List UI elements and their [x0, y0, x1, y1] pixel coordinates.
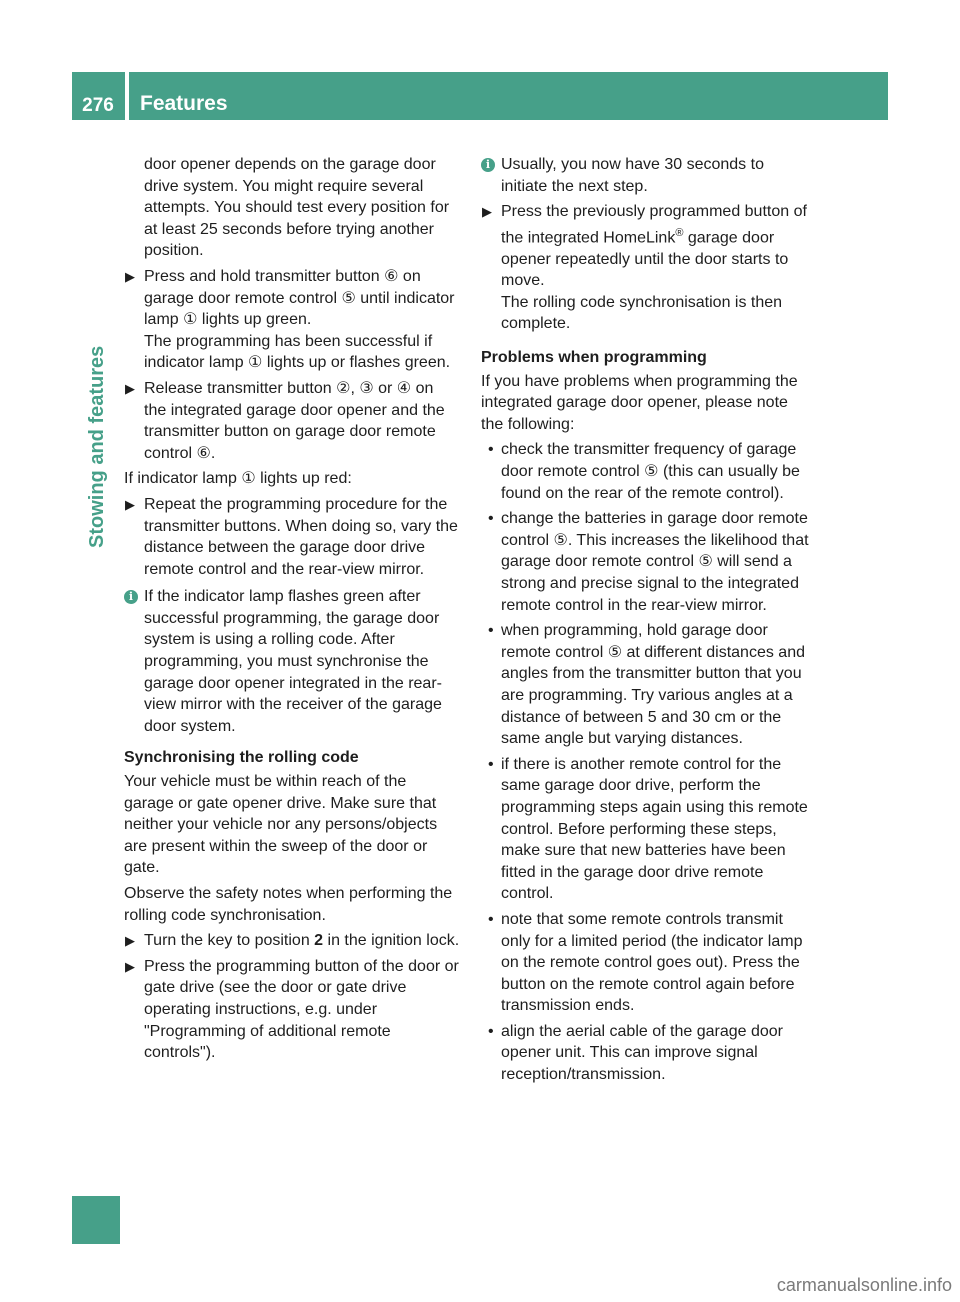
paragraph: door opener depends on the garage door drive system. You might require several attempts. You should test every position for at least 25 seconds before trying another position. — [144, 156, 450, 260]
section-title: Features — [140, 92, 228, 115]
step-item — [124, 956, 460, 1064]
paragraph: If indicator lamp ① lights up red: — [124, 470, 352, 488]
step-item — [124, 266, 460, 374]
arrow-icon: ▶ — [482, 204, 492, 220]
section-heading: Synchronising the rolling code — [124, 749, 359, 767]
info-note — [124, 586, 460, 737]
list-item: • if there is another remote control for the same garage door drive, perform the programming steps again using this remote control. Before performing these steps, make sure that new batteries have been fitted in the garage door drive remote control. — [488, 755, 808, 903]
step-note: The rolling code synchronisation is then complete. — [501, 293, 783, 333]
paragraph: If you have problems when programming the integrated garage door opener, please note the following: — [481, 372, 798, 433]
paragraph: Observe the safety notes when performing the rolling code synchronisation. — [124, 885, 453, 924]
step-text: Press and hold transmitter button ⑥ on garage door remote control ⑤ until indicator lamp ① lights up green. — [144, 267, 455, 329]
step-item — [124, 378, 460, 464]
step-item — [481, 201, 814, 335]
bullet-list — [481, 439, 814, 1085]
arrow-icon: ▶ — [125, 496, 135, 512]
step-text: Repeat the programming procedure for the transmitter buttons. When doing so, vary the distance between the garage door drive remote control and the rear-view mirror. — [144, 495, 458, 578]
side-block — [72, 1196, 120, 1244]
side-tab — [72, 130, 120, 244]
info-icon: i — [481, 158, 495, 172]
list-item: • when programming, hold garage door remote control ⑤ at different distances and angles from the transmitter button that you are programming. Try various angles at a distance of between 5 and 30 cm or the same angle but varying distances. — [488, 622, 805, 748]
step-item — [124, 494, 460, 580]
arrow-icon: ▶ — [125, 958, 135, 974]
paragraph: Your vehicle must be within reach of the garage or gate opener drive. Make sure that neither your vehicle nor any persons/objects are present within the sweep of the door or gate. — [124, 773, 438, 877]
header-divider — [125, 72, 129, 120]
info-note — [481, 154, 814, 197]
arrow-icon: ▶ — [125, 933, 135, 949]
arrow-icon: ▶ — [125, 380, 135, 396]
step-item — [124, 930, 460, 952]
step-text: Release transmitter button ②, ③ or ④ on the integrated garage door opener and the transmitter button on garage door remote control ⑥. — [144, 379, 445, 462]
right-column — [481, 154, 814, 1090]
info-text: Usually, you now have 30 seconds to initiate the next step. — [501, 156, 764, 195]
watermark: carmanualsonline.info — [776, 1275, 952, 1295]
left-column — [124, 154, 460, 1068]
side-tab-label: Stowing and features — [86, 345, 108, 548]
step-text: Press the previously programmed button of the integrated HomeLink® garage door opener repeatedly until the door starts to move. — [501, 203, 807, 290]
list-item: • check the transmitter frequency of garage door remote control ⑤ (this can usually be found on the rear of the remote control). — [488, 441, 800, 502]
list-item: • change the batteries in garage door remote control ⑤. This increases the likelihood that garage door remote control ⑤ will send a strong and precise signal to the integrated remote control in the rear-view mirror. — [488, 510, 809, 614]
list-item: • note that some remote controls transmit only for a limited period (the indicator lamp on the remote control goes out). Press the button on the remote control again before transmission ends. — [488, 910, 803, 1015]
arrow-icon: ▶ — [125, 268, 135, 284]
step-note: The programming has been successful if indicator lamp ① lights up or flashes green. — [144, 332, 451, 372]
list-item: • align the aerial cable of the garage door opener unit. This can improve signal reception/transmission. — [488, 1022, 783, 1084]
step-text: Turn the key to position 2 in the ignition lock. — [144, 932, 460, 950]
step-text: Press the programming button of the door or gate drive (see the door or gate drive operating instructions, e.g. under "Programming of additional remote controls"). — [144, 957, 459, 1062]
info-text: If the indicator lamp flashes green after successful programming, the garage door system is using a rolling code. After programming, you must synchronise the garage door opener integrated in the rear-view mirror with the receiver of the garage door system. — [144, 588, 442, 735]
page-number: 276 — [82, 95, 114, 116]
info-icon: i — [124, 590, 138, 604]
section-heading: Problems when programming — [481, 349, 707, 367]
